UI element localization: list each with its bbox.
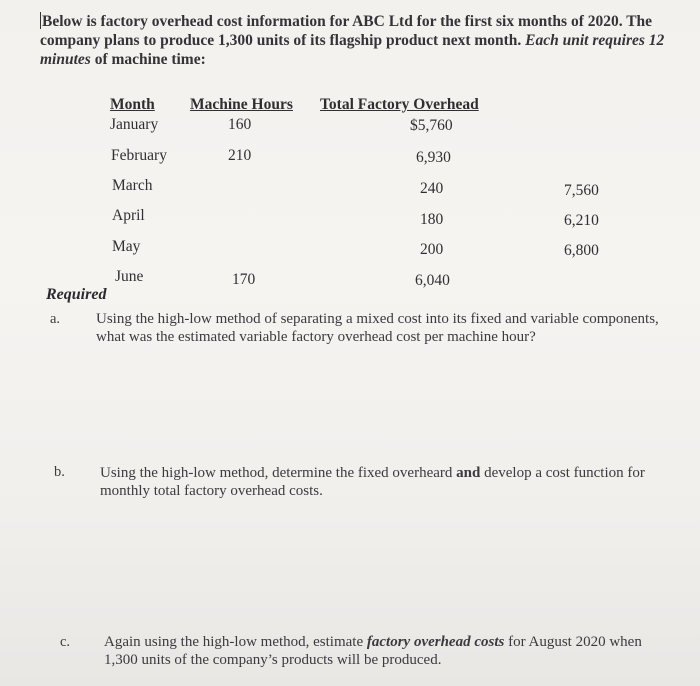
cell-hours: 200 [420, 241, 444, 258]
cell-hours: 160 [228, 116, 252, 133]
cell-month: April [112, 207, 145, 224]
intro-emphasis: Each unit requires 12 [525, 32, 665, 49]
cell-overhead: 6,210 [564, 212, 599, 229]
cell-hours: 210 [228, 147, 252, 164]
cell-overhead: 6,930 [416, 149, 451, 166]
question-a-text: Using the high-low method of separating a mixed cost into its fixed and variable components, what was the estimated variable factory overhead cost per machine hour? [96, 311, 659, 345]
question-b-text: Using the high-low method, determine the fixed overheard and develop a cost function for monthly total factory overhead costs. [100, 465, 645, 499]
cell-overhead: 7,560 [564, 182, 599, 199]
question-letter-a: a. [50, 311, 61, 327]
header-total-overhead: Total Factory Overhead [320, 96, 479, 113]
cell-month: February [111, 147, 167, 164]
cell-overhead: 6,040 [415, 272, 450, 289]
question-letter-b: b. [54, 464, 65, 480]
required-heading: Required [46, 286, 107, 303]
header-month: Month [110, 96, 155, 113]
intro-line-1: Below is factory overhead cost information for ABC Ltd for the first six months of 2020. The [42, 13, 653, 30]
intro-line-3: minutes of machine time: [40, 51, 206, 68]
intro-emphasis-minutes: minutes [40, 51, 91, 68]
cell-month: May [112, 238, 141, 255]
cell-hours: 170 [232, 271, 256, 288]
intro-paragraph [40, 12, 690, 69]
cell-hours: 180 [420, 211, 444, 228]
cell-month: January [110, 116, 159, 133]
cell-month: March [112, 177, 153, 194]
cell-hours: 240 [420, 180, 444, 197]
intro-line-2: company plans to produce 1,300 units of its flagship product next month. Each unit requires 12 [40, 32, 665, 49]
cell-month: June [115, 268, 144, 285]
cell-overhead: 6,800 [564, 242, 599, 259]
cell-overhead: $5,760 [410, 117, 453, 134]
question-c-text: Again using the high-low method, estimate factory overhead costs for August 2020 when 1,300 units of the company’s products will be produced. [104, 634, 642, 668]
text-cursor [40, 12, 41, 29]
question-letter-c: c. [60, 634, 71, 650]
header-machine-hours: Machine Hours [190, 96, 293, 113]
